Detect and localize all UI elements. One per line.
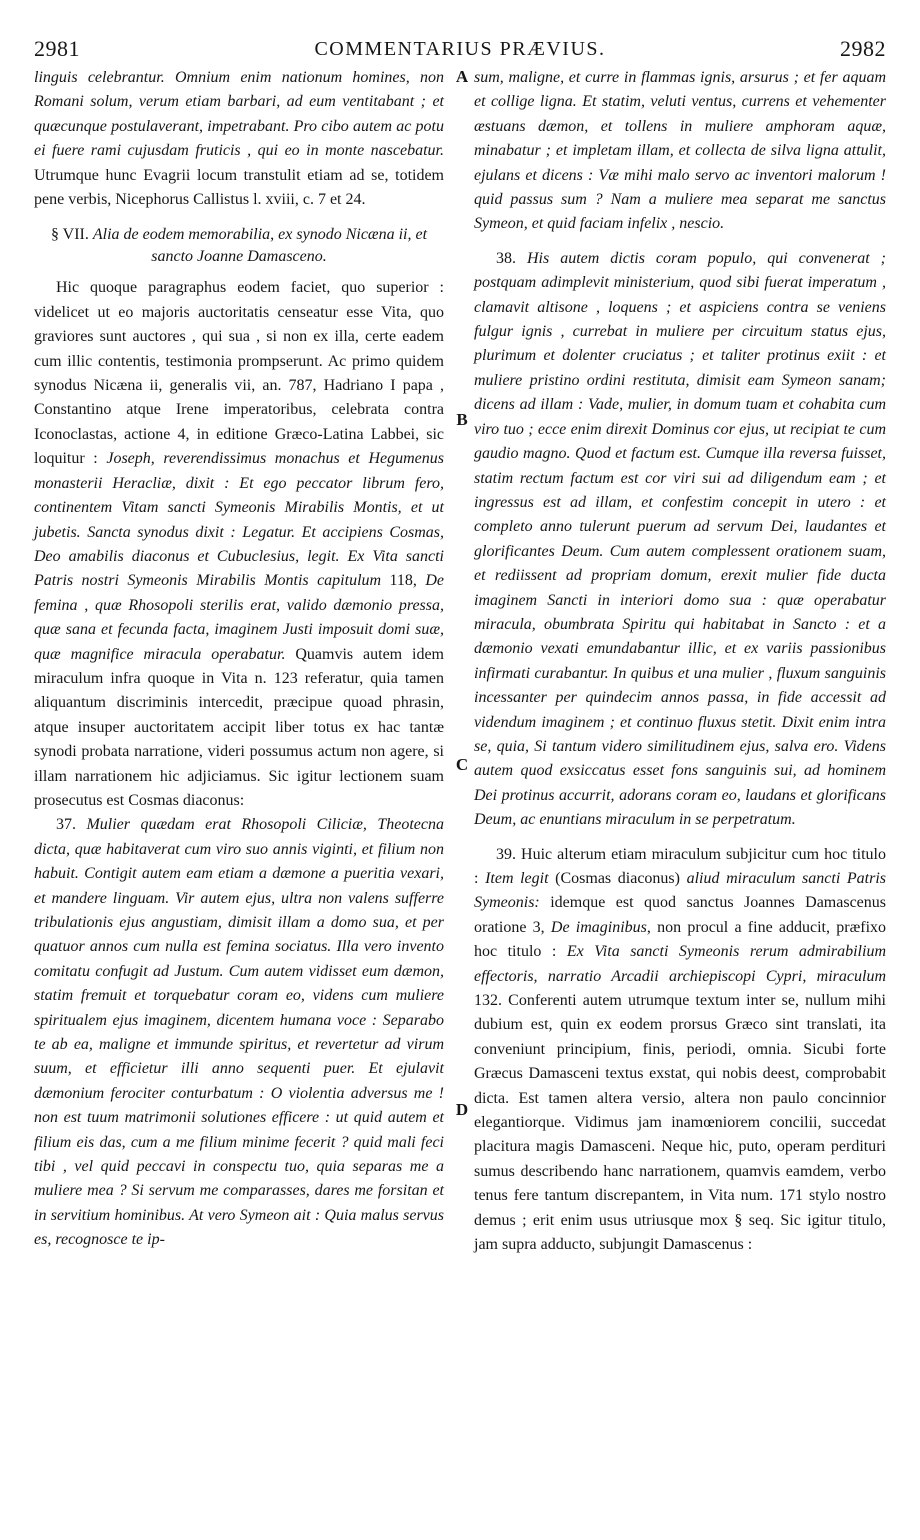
paragraph-39: 39. Huic alterum etiam miraculum subjicitur cum hoc titulo : Item legit (Cosmas diaconus) aliud miraculum sancti Patris Symeonis: idemque est quod sanctus Joannes Damascenus oratione 3, De imaginibus, non procul a fine adducit, præfixo hoc titulo : Ex Vita sancti Symeonis rerum admirabilium effectoris, narratio Arcadii archiepiscopi Cypri, miraculum 132. Conferenti autem utrumque textum inter se, nullum mihi dubium est, quin ex eodem prorsus Græco sint translati, ita conveniunt principium, finis, periodi, omnia. Sicubi forte Græcus Damasceni textus exstat, qui nobis deest, comprobabit dicta. Est tamen altera versio, altera non paulo concinnior elegantiorque. Vidimus jam inamœniorem concilii, succedat placitura magis Damasceni. Neque hic, puto, operam perdituri sumus describendo hanc narrationem, quamvis eamdem, verbo tenus fere tantum discrepantem, in Vita num. 171 stylo nostro demus ; erit enim usus utriusque mox § seq. Sic igitur titulo, jam supra adducto, subjungit Damascenus : (474, 845, 887, 1254)
margin-letter-b: B (456, 410, 468, 429)
section-heading: § VII. Alia de eodem memorabilia, ex synodo Nicæna ii, et sancto Joanne Damasceno. (50, 226, 428, 266)
margin-letter-c: C (455, 755, 469, 774)
right-column (474, 66, 886, 1258)
page-number-left: 2981 (34, 36, 80, 61)
left-opening-paragraph: linguis celebrantur. Omnium enim nationum homines, non Romani solum, verum etiam barbari, ad eum ventitabant ; et quæcunque postulaverant, impetrabant. Pro cibo autem ac potu ei fuere rami cujusdam fruticis , qui eo in monte nascebatur. Utrumque hunc Evagrii locum transtulit etiam ad se, totidem pene verbis, Nicephorus Callistus l. xviii, c. 7 et 24. (34, 69, 444, 209)
paragraph-synod: Hic quoque paragraphus eodem faciet, quo superior : videlicet ut eo majoris auctoritatis censeatur esse Vita, quo graviores sunt auctores , qui sua , si non ex illa, certe eadem cum illic contentis, testimonia prompserunt. Ac primo quidem synodus Nicæna ii, generalis vii, an. 787, Hadriano I papa , Constantino atque Irene imperatoribus, celebrata contra Iconoclastas, actione 4, in editione Græco-Latina Labbei, sic loquitur : Joseph, reverendissimus monachus et Hegumenus monasterii Heracliæ, dixit : Et ego peccator librum fero, continentem Vitam sancti Symeonis Mirabilis Montis, et ut jubetis. Sancta synodus dixit : Legatur. Et accipiens Cosmas, Deo amabilis diaconus et Cubuclesius, legit. Ex Vita sancti Patris nostri Symeonis Mirabilis Montis capitulum 118, De femina , quæ Rhosopoli sterilis erat, valido dæmonio pressa, quæ sana et fecunda facta, imaginem Justi imposuit domi suæ, quæ magnifice miracula operabatur. Quamvis autem idem miraculum infra quoque in Vita n. 123 referatur, quia tamen aliquantum discriminis intercedit, præcipue quoad phrasin, atque insuper auctoritatem accipit liber totus ex hac tantæ synodi probata narratione, videri possumus actum non agere, si illam narrationem hic adjiciamus. Sic igitur lectionem suam prosecutus est Cosmas diaconus: (34, 279, 445, 809)
left-column (34, 66, 444, 1253)
margin-letter-a: A (455, 67, 469, 86)
paragraph-38: 38. His autem dictis coram populo, qui convenerat ; postquam adimplevit ministerium, quod sibi fuerat imperatum , clamavit altisone , loquens ; et aspiciens contra se veniens fulgur ignis , currebat in muliere per circuitum status ejus, plurimum et dolenter cruciatus ; et taliter protinus exiit : et muliere pristino ordini restituta, dimisit eam Symeon sanam; dicens ad illam : Vade, mulier, in domum tuam et cohabita cum viro tuo ; ecce enim direxit Dominus cor ejus, ut recipiat te cum gaudio magno. Quod et factum est. Cumque illa reversa fuisset, statim rectum factum est cor viri sui ad diligendum eam ; et ingressus est ad illam, et confestim concepit in utero : et completo anno tulerunt puerum ad servum Dei, laudantes et glorificantes Deum. Cum autem complessent orationem suam, et rediissent ad propriam domum, erexit mulier fide ducta imaginem Sancti in interiori domo sua : quæ operabatur miracula, obumbrata Spiritu qui habitabat in Sancto : et a dæmonio vexati emundabantur illic, et ex variis passionibus infirmati curabantur. In quibus et una mulier , fluxum sanguinis incessanter per quindecim annos passa, in fide accessit ad videndum imaginem ; et continuo fluxus stetit. Dixit enim intra se, quia, Si tantum videro similitudinem ejus, salva ero. Videns autem quod exsiccatus esset fons sanguinis sui, ad hominem Dei protinus accurrit, adorans coram eo, laudans et glorificans Deum, ac enuntians miraculum in se perpetratum. (474, 249, 887, 829)
page-number-right: 2982 (840, 36, 886, 61)
running-title: COMMENTARIUS PRÆVIUS. (314, 38, 606, 60)
page-header (0, 36, 920, 66)
margin-letter-d: D (455, 1100, 469, 1119)
right-opening-paragraph: sum, maligne, et curre in flammas ignis, arsurus ; et fer aquam et collige ligna. Et statim, veluti ventus, currens et vehementer æstuans dæmon, et tollens in muliere amphoram aquæ, minabatur ; et impletam illam, et collecta de silva ligna attulit, ejulans et dicens : Væ mihi malo servo ac inventori malorum ! quid passus sum ? Nam a muliere mea separat me sanctus Symeon, et quid faciam infelix , nescio. (474, 69, 886, 233)
paragraph-37: 37. Mulier quædam erat Rhosopoli Ciliciæ, Theotecna dicta, quæ habitaverat cum viro suo annis viginti, et filium non habuit. Contigit autem eam etiam a dæmone a pueritia vexari, et mandere linguam. Vir autem ejus, ultra non valens sufferre tribulationis ejus angustiam, dimisit illam a domo sua, et per quatuor annos cum nulla est femina sociatus. Illa vero invento comitatu confugit ad Justum. Cum autem vidisset eum dæmon, statim fremuit et torquebatur coram eo, videns cum muliere spiritualem ejus imaginem, dicentem humana voce : Separabo te ab ea, maligne et immunde spiritus, et revertetur ad virum suum, et efficietur illi anno sequenti puer. Et ejulavit dæmonium ferociter conturbatum : O violentia adversus me ! non est tuum matrimonii solutiones efficere : ut quid autem et filium eis das, cum a me filium minime fecerit ? quid mali feci tibi , vel quid peccavi in conspectu tuo, quia separas me a muliere mea ? Si servum me comparasses, dares me forsitan et in servitium hominibus. At vero Symeon ait : Quia malus servus es, recognosce te ip- (34, 816, 445, 1249)
